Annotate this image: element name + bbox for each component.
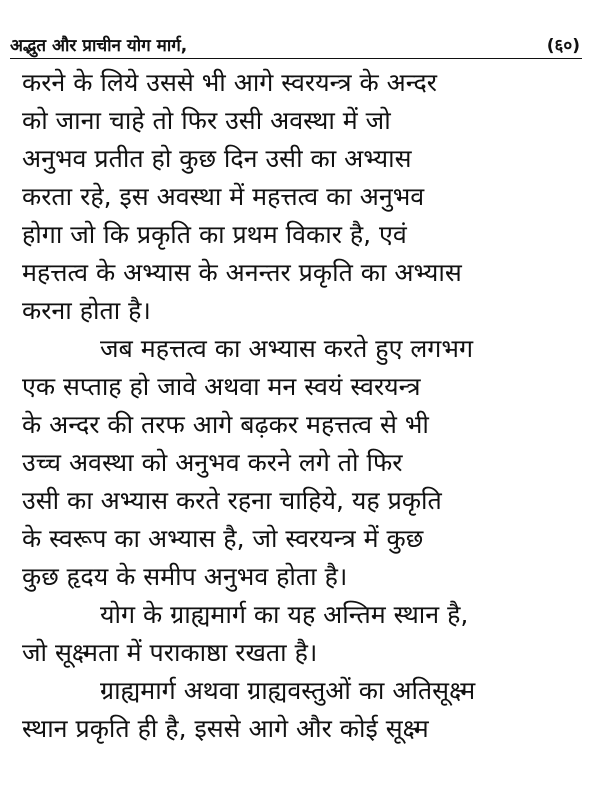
text-line: जो सूक्ष्मता में पराकाष्ठा रखता है। [22,638,318,667]
text-line: करने के लिये उससे भी आगे स्वरयन्त्र के अन्दर [22,68,437,97]
running-title: अद्भुत और प्राचीन योग मार्ग, [10,36,188,56]
text-line: स्थान प्रकृति ही है, इससे आगे और कोई सूक्ष्म [22,714,429,743]
text-line: योग के ग्राह्यमार्ग का यह अन्तिम स्थान है, [100,600,469,629]
text-line: करना होता है। [22,296,151,325]
text-line: उसी का अभ्यास करते रहना चाहिये, यह प्रकृति [22,486,442,515]
text-line: के स्वरूप का अभ्यास है, जो स्वरयन्त्र में कुछ [22,524,424,553]
text-line: जब महत्तत्व का अभ्यास करते हुए लगभग [100,334,474,363]
page-number: (६०) [546,36,580,56]
header-divider [10,58,582,59]
text-line: को जाना चाहे तो फिर उसी अवस्था में जो [22,106,391,135]
text-line: उच्च अवस्था को अनुभव करने लगे तो फिर [22,448,403,477]
text-line: महत्तत्व के अभ्यास के अनन्तर प्रकृति का अभ्यास [22,258,462,287]
text-line: होगा जो कि प्रकृति का प्रथम विकार है, एवं [22,220,407,249]
text-line: के अन्दर की तरफ आगे बढ़कर महत्तत्व से भी [22,410,429,439]
text-line: एक सप्ताह हो जावे अथवा मन स्वयं स्वरयन्त्र [22,372,421,401]
page-header [10,32,580,58]
body-text [22,64,582,748]
text-line: करता रहे, इस अवस्था में महत्तत्व का अनुभव [22,182,425,211]
text-line: अनुभव प्रतीत हो कुछ दिन उसी का अभ्यास [22,144,412,173]
text-line: कुछ हृदय के समीप अनुभव होता है। [22,562,348,591]
text-line: ग्राह्यमार्ग अथवा ग्राह्यवस्तुओं का अतिसूक्ष्म [100,676,476,705]
